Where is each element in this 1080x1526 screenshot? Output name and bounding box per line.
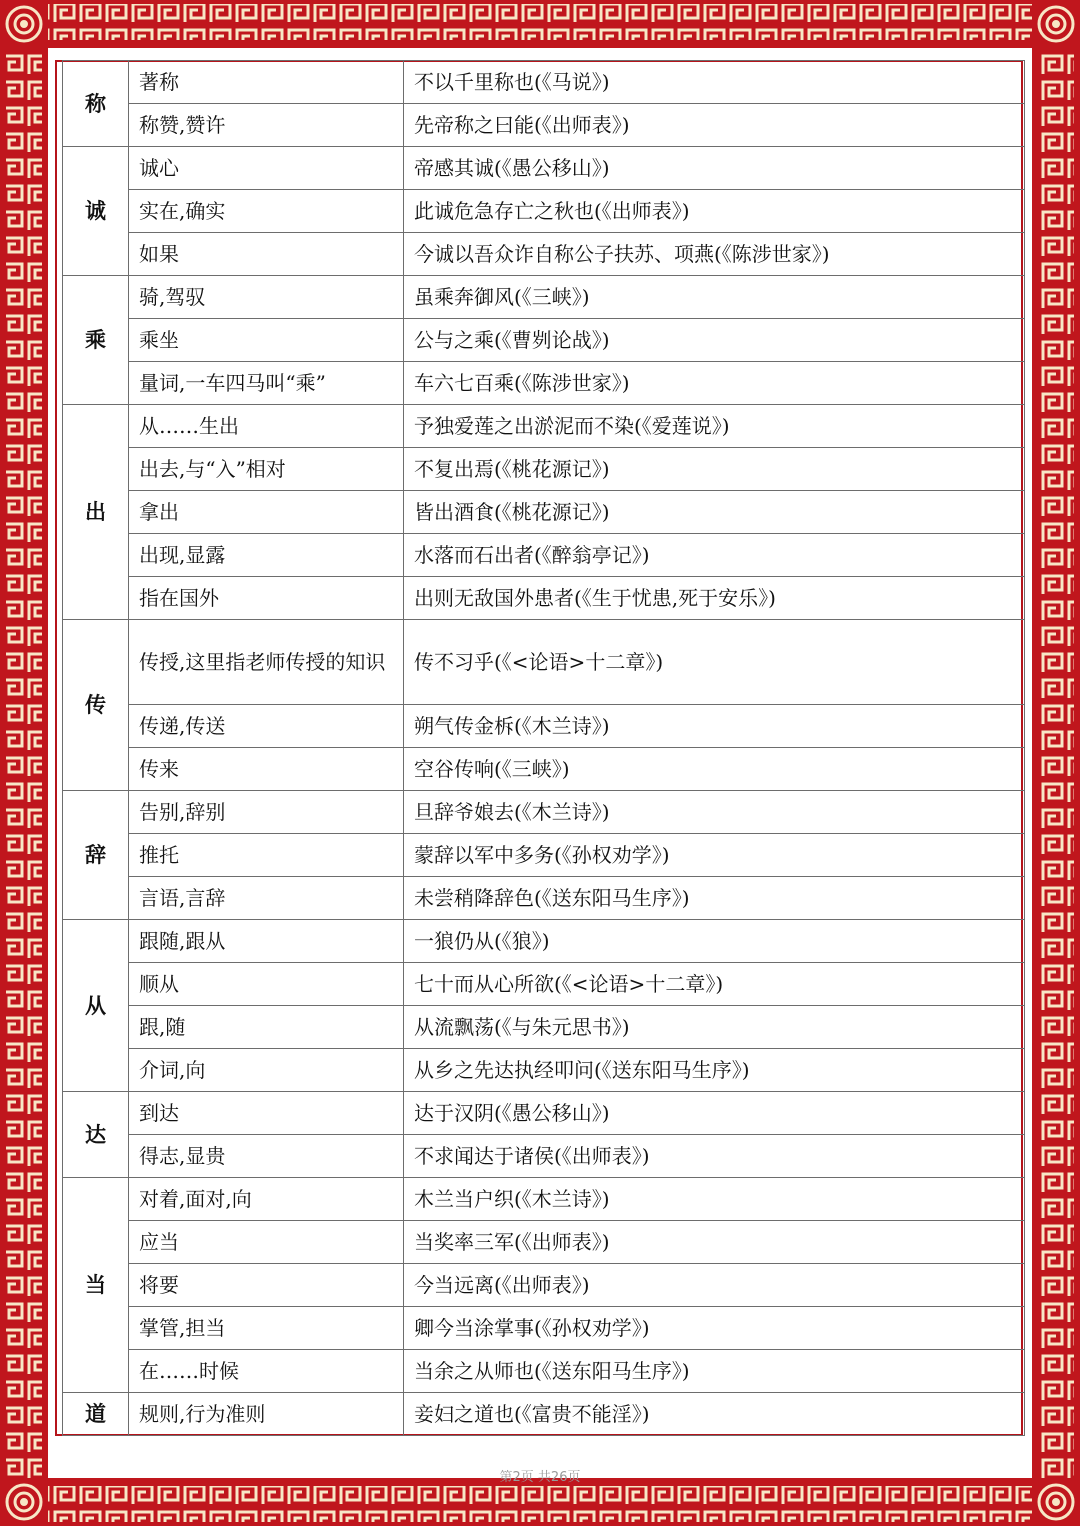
table-row [63,1264,1025,1307]
meaning-cell: 实在,确实 [129,190,404,233]
example-sentence-cell: 此诚危急存亡之秋也(《出师表》) [404,190,1025,233]
meaning-cell: 得志,显贵 [129,1135,404,1178]
example-sentence-cell: 传不习乎(《<论语>十二章》) [404,620,1025,705]
table-row [63,61,1025,104]
example-sentence-cell: 蒙辞以军中多务(《孙权劝学》) [404,834,1025,877]
table-row [63,1393,1025,1436]
headword-cell: 当 [63,1178,129,1393]
meaning-cell: 跟随,跟从 [129,920,404,963]
example-sentence-cell: 予独爱莲之出淤泥而不染(《爱莲说》) [404,405,1025,448]
example-sentence-cell: 车六七百乘(《陈涉世家》) [404,362,1025,405]
headword-cell: 达 [63,1092,129,1178]
example-sentence-cell: 朔气传金柝(《木兰诗》) [404,705,1025,748]
example-sentence-cell: 帝感其诚(《愚公移山》) [404,147,1025,190]
headword-cell: 辞 [63,791,129,920]
example-sentence-cell: 当余之从师也(《送东阳马生序》) [404,1350,1025,1393]
example-sentence-cell: 旦辞爷娘去(《木兰诗》) [404,791,1025,834]
table-row [63,104,1025,147]
headword-cell: 出 [63,405,129,620]
table-row [63,705,1025,748]
table-row [63,1049,1025,1092]
meaning-cell: 掌管,担当 [129,1307,404,1350]
table-row [63,405,1025,448]
meaning-cell: 介词,向 [129,1049,404,1092]
headword-cell: 乘 [63,276,129,405]
meaning-cell: 在……时候 [129,1350,404,1393]
example-sentence-cell: 皆出酒食(《桃花源记》) [404,491,1025,534]
meaning-cell: 出现,显露 [129,534,404,577]
example-sentence-cell: 水落而石出者(《醉翁亭记》) [404,534,1025,577]
headword-cell: 诚 [63,147,129,276]
meaning-cell: 对着,面对,向 [129,1178,404,1221]
example-sentence-cell: 虽乘奔御风(《三峡》) [404,276,1025,319]
meaning-cell: 推托 [129,834,404,877]
table-row [63,1006,1025,1049]
example-sentence-cell: 当奖率三军(《出师表》) [404,1221,1025,1264]
meaning-cell: 骑,驾驭 [129,276,404,319]
meaning-cell: 规则,行为准则 [129,1393,404,1436]
example-sentence-cell: 出则无敌国外患者(《生于忧患,死于安乐》) [404,577,1025,620]
example-sentence-cell: 不以千里称也(《马说》) [404,61,1025,104]
meaning-cell: 拿出 [129,491,404,534]
table-row [63,877,1025,920]
meaning-cell: 传授,这里指老师传授的知识 [129,620,404,705]
table-row [63,233,1025,276]
example-sentence-cell: 卿今当涂掌事(《孙权劝学》) [404,1307,1025,1350]
table-row [63,748,1025,791]
example-sentence-cell: 七十而从心所欲(《<论语>十二章》) [404,963,1025,1006]
table-row [63,491,1025,534]
example-sentence-cell: 妾妇之道也(《富贵不能淫》) [404,1393,1025,1436]
table-row [63,1221,1025,1264]
page-number-footer: 第2页 共26页 [499,1470,581,1485]
meaning-cell: 诚心 [129,147,404,190]
meaning-cell: 著称 [129,61,404,104]
table-row [63,190,1025,233]
meaning-cell: 传递,传送 [129,705,404,748]
example-sentence-cell: 公与之乘(《曹刿论战》) [404,319,1025,362]
meaning-cell: 顺从 [129,963,404,1006]
headword-cell: 传 [63,620,129,791]
table-row [63,1092,1025,1135]
example-sentence-cell: 从流飘荡(《与朱元思书》) [404,1006,1025,1049]
meaning-cell: 告别,辞别 [129,791,404,834]
example-sentence-cell: 不求闻达于诸侯(《出师表》) [404,1135,1025,1178]
table-row [63,362,1025,405]
example-sentence-cell: 木兰当户织(《木兰诗》) [404,1178,1025,1221]
table-row [63,920,1025,963]
example-sentence-cell: 未尝稍降辞色(《送东阳马生序》) [404,877,1025,920]
example-sentence-cell: 今当远离(《出师表》) [404,1264,1025,1307]
table-row [63,620,1025,705]
meaning-cell: 称赞,赞许 [129,104,404,147]
meaning-cell: 出去,与“入”相对 [129,448,404,491]
headword-cell: 称 [63,61,129,147]
table-row [63,791,1025,834]
table-row [63,577,1025,620]
example-sentence-cell: 空谷传响(《三峡》) [404,748,1025,791]
example-sentence-cell: 今诚以吾众诈自称公子扶苏、项燕(《陈涉世家》) [404,233,1025,276]
table-row [63,1350,1025,1393]
table-row [63,1135,1025,1178]
table-row [63,534,1025,577]
meaning-cell: 言语,言辞 [129,877,404,920]
meaning-cell: 跟,随 [129,1006,404,1049]
example-sentence-cell: 从乡之先达执经叩问(《送东阳马生序》) [404,1049,1025,1092]
table-row [63,834,1025,877]
vocabulary-table-body [63,61,1025,1436]
table-row [63,963,1025,1006]
meaning-cell: 如果 [129,233,404,276]
meaning-cell: 指在国外 [129,577,404,620]
meaning-cell: 从……生出 [129,405,404,448]
headword-cell: 道 [63,1393,129,1436]
meaning-cell: 量词,一车四马叫“乘” [129,362,404,405]
table-row [63,147,1025,190]
example-sentence-cell: 一狼仍从(《狼》) [404,920,1025,963]
meaning-cell: 将要 [129,1264,404,1307]
meaning-cell: 到达 [129,1092,404,1135]
table-row [63,1307,1025,1350]
table-row [63,319,1025,362]
example-sentence-cell: 不复出焉(《桃花源记》) [404,448,1025,491]
vocabulary-table [62,60,1025,1436]
table-row [63,276,1025,319]
table-row [63,448,1025,491]
meaning-cell: 应当 [129,1221,404,1264]
example-sentence-cell: 先帝称之曰能(《出师表》) [404,104,1025,147]
table-row [63,1178,1025,1221]
meaning-cell: 乘坐 [129,319,404,362]
example-sentence-cell: 达于汉阴(《愚公移山》) [404,1092,1025,1135]
meaning-cell: 传来 [129,748,404,791]
headword-cell: 从 [63,920,129,1092]
